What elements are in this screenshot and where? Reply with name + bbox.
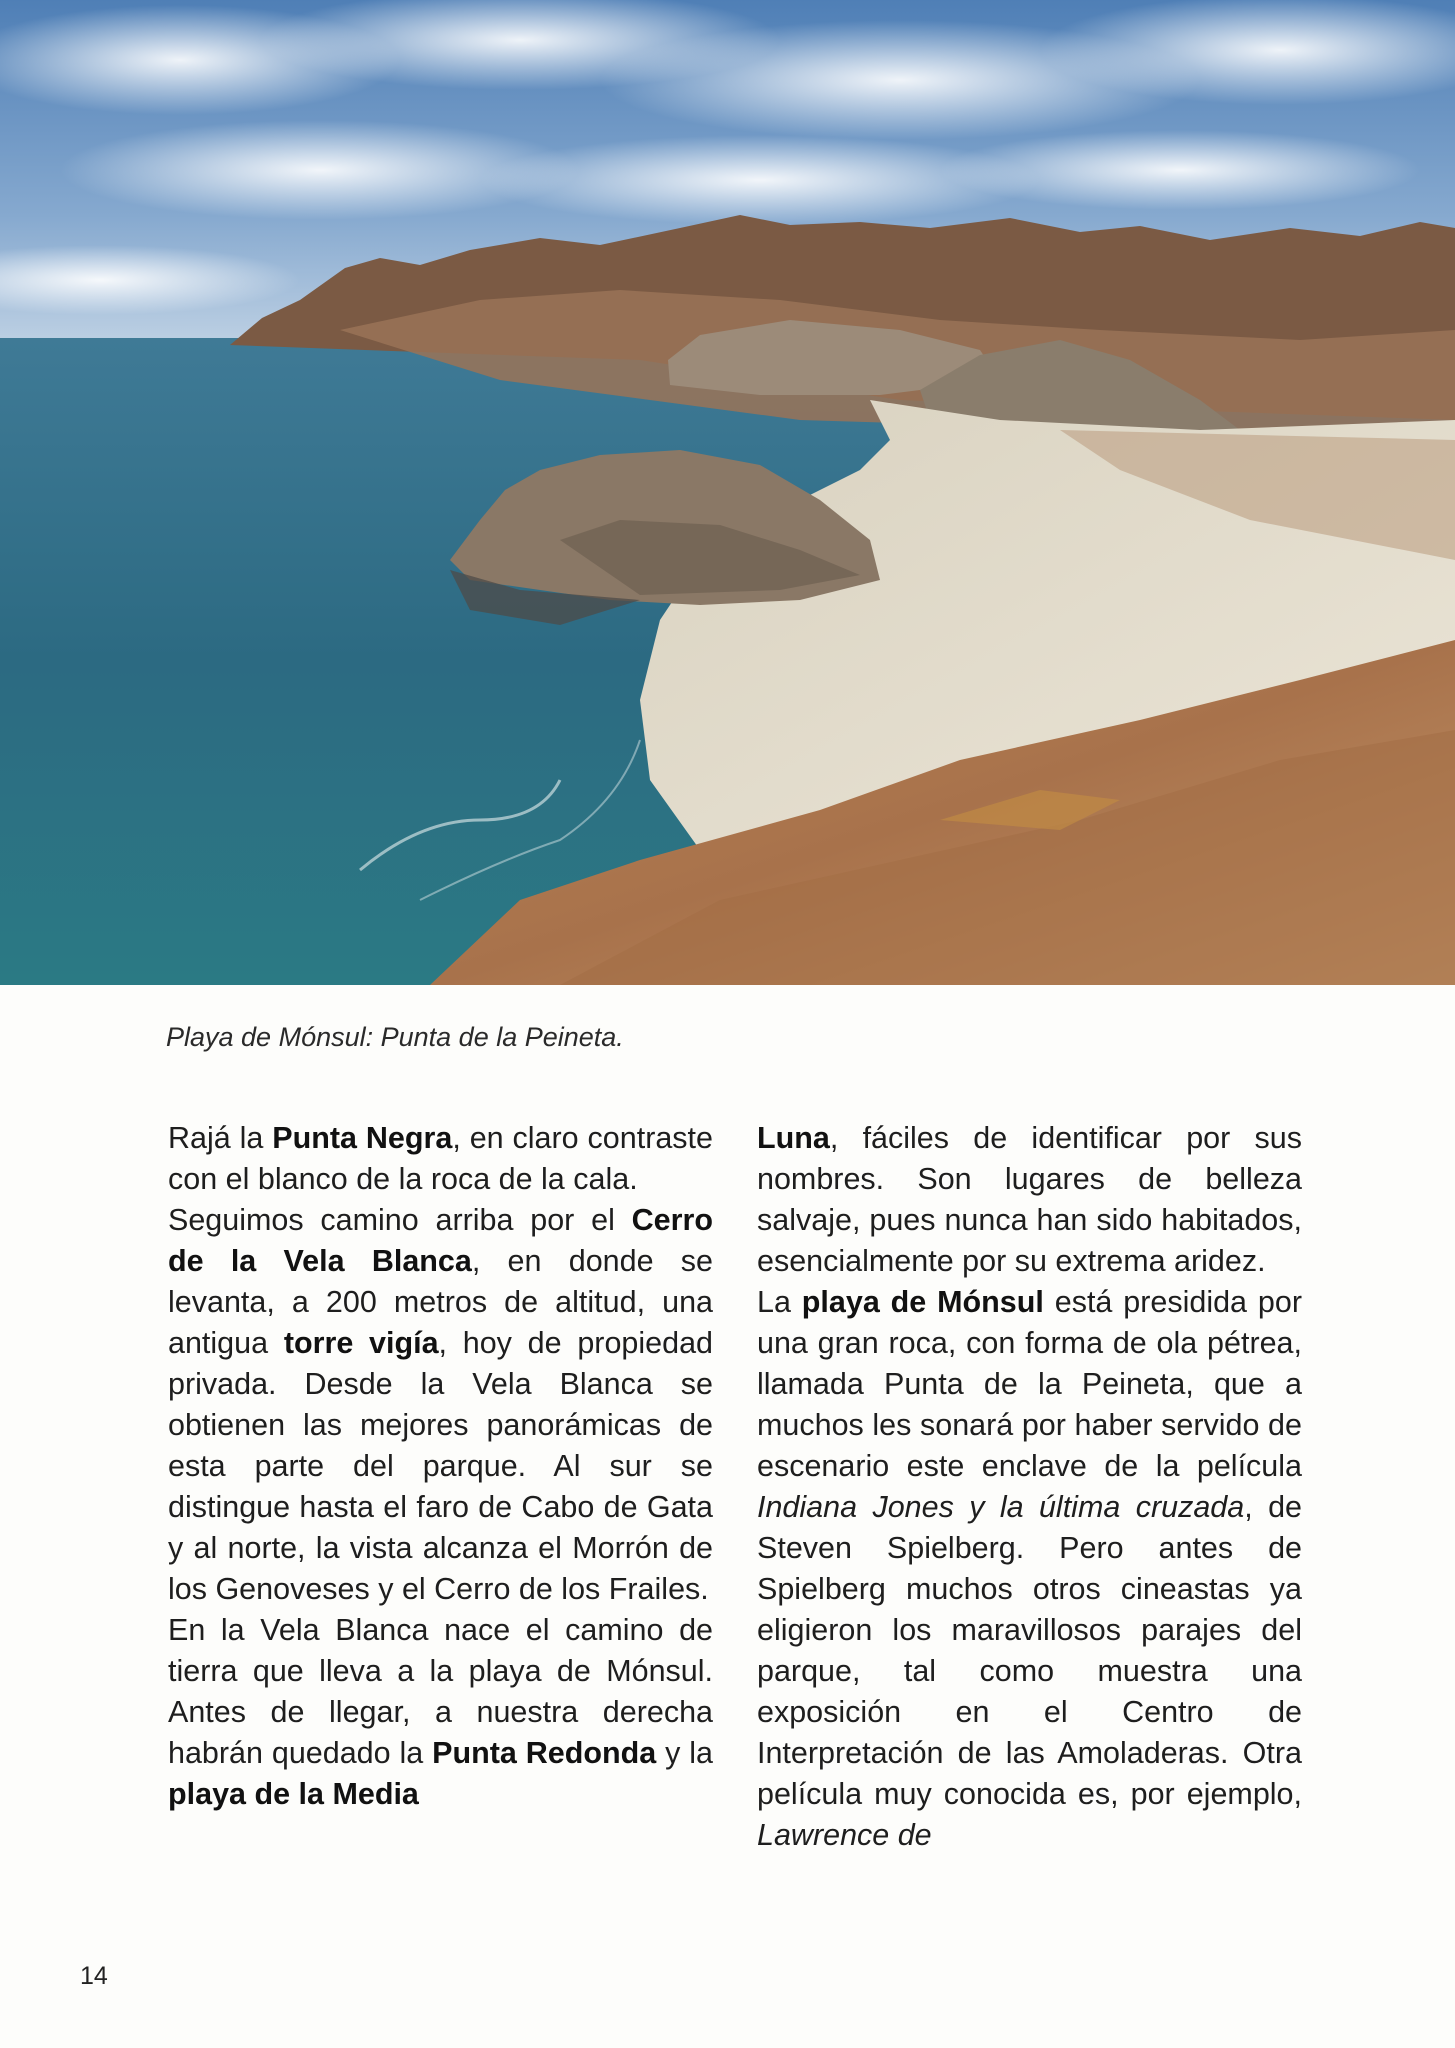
- text-run: está presidida por una gran roca, con forma de ola pétrea, llamada Punta de la Peineta, que a muchos les sonará por haber servido de escenario este enclave de la película: [757, 1285, 1302, 1483]
- text-column-left: [168, 1118, 713, 1815]
- text-run: En la Vela Blanca nace el camino de tierra que lleva a la playa de Mónsul. Antes de llegar, a nuestra derecha habrán quedado la: [168, 1613, 713, 1770]
- body-paragraph: [168, 1118, 713, 1200]
- bold-term: torre vigía: [283, 1326, 439, 1360]
- body-paragraph: [168, 1200, 713, 1610]
- bold-term: Luna: [757, 1121, 830, 1155]
- text-run: , hoy de propiedad privada. Desde la Vela Blanca se obtienen las mejores panorámicas de esta parte del parque. Al sur se distingue hasta el faro de Cabo de Gata y al norte, la vista alcanza el Morrón de los Genoveses y el Cerro de los Frailes.: [168, 1326, 714, 1606]
- body-paragraph: [757, 1282, 1302, 1856]
- bold-term: Punta Negra: [272, 1121, 453, 1155]
- text-run: Rajá la: [168, 1121, 273, 1155]
- bold-term: playa de Mónsul: [801, 1285, 1044, 1319]
- page-number: 14: [80, 1962, 108, 1990]
- text-run: Seguimos camino arriba por el: [168, 1203, 632, 1237]
- bold-term: Punta Redonda: [432, 1736, 657, 1770]
- body-paragraph: [757, 1118, 1302, 1282]
- photo-caption: Playa de Mónsul: Punta de la Peineta.: [166, 1022, 624, 1052]
- bold-term: playa de la Media: [168, 1777, 419, 1811]
- text-run: , fáciles de identificar por sus nombres. Son lugares de belleza salvaje, pues nunca han sido habitados, esencialmente por su extrema aridez.: [757, 1121, 1302, 1278]
- beach-illustration: [0, 0, 1455, 985]
- text-run: , de Steven Spielberg. Pero antes de Spielberg muchos otros cineastas ya eligieron los maravillosos parajes del parque, tal como muestra una exposición en el Centro de Interpretación de las Amoladeras. Otra película muy conocida es, por ejemplo,: [757, 1490, 1302, 1811]
- body-paragraph: [168, 1610, 713, 1815]
- text-run: , en donde se levanta, a 200 metros de altitud, una antigua: [168, 1244, 713, 1360]
- text-column-right: [757, 1118, 1302, 1856]
- text-run: , en claro contraste con el blanco de la roca de la cala.: [168, 1121, 713, 1196]
- landscape-photo: [0, 0, 1455, 985]
- text-run: y la: [656, 1736, 714, 1770]
- italic-title: Lawrence de: [757, 1818, 932, 1852]
- italic-title: Indiana Jones y la última cruzada: [757, 1490, 1245, 1524]
- bold-term: Cerro de la Vela Blanca: [168, 1203, 713, 1278]
- text-run: La: [757, 1285, 802, 1319]
